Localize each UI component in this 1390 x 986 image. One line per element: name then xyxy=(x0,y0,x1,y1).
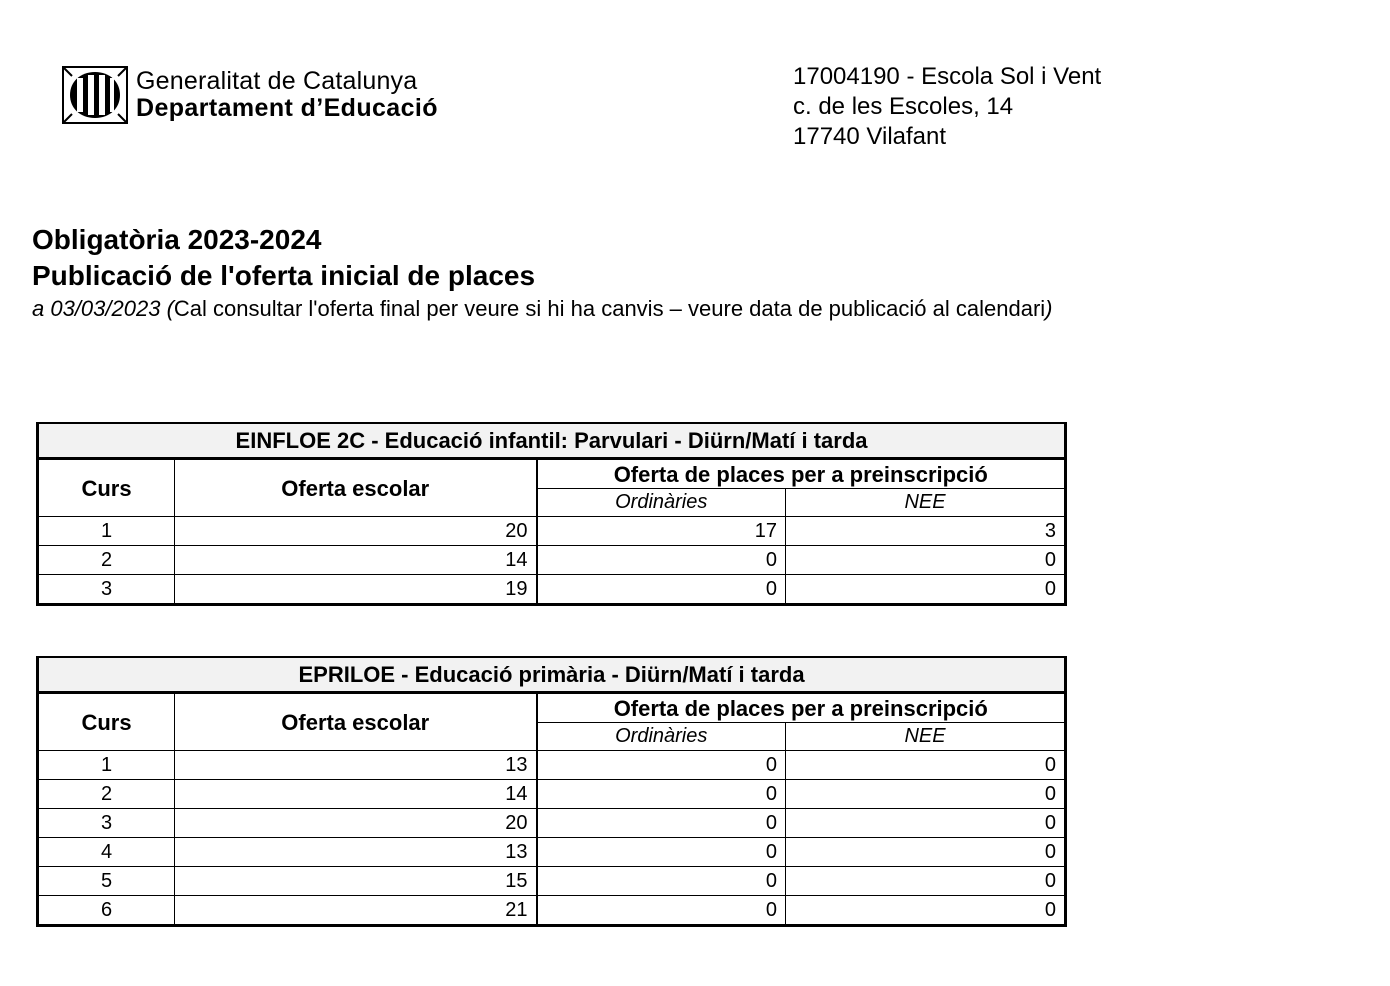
cell-curs: 6 xyxy=(38,896,175,926)
publication-note-text: Cal consultar l'oferta final per veure si hi ha canvis – veure data de publicació al calendari xyxy=(173,296,1046,321)
col-header-preinscripcio: Oferta de places per a preinscripció xyxy=(537,693,1066,723)
generalitat-emblem-icon xyxy=(62,66,128,124)
publication-note-close: ) xyxy=(1045,296,1053,321)
col-header-curs: Curs xyxy=(38,459,175,517)
table-row xyxy=(38,517,1066,546)
cell-curs: 1 xyxy=(38,751,175,780)
cell-oferta: 13 xyxy=(175,838,537,867)
cell-oferta: 20 xyxy=(175,517,537,546)
page-subtitle: Publicació de l'oferta inicial de places xyxy=(32,260,536,291)
cell-oferta: 19 xyxy=(175,575,537,605)
school-street: c. de les Escoles, 14 xyxy=(793,93,1014,120)
table-row xyxy=(38,780,1066,809)
table-title: EINFLOE 2C - Educació infantil: Parvulari - Diürn/Matí i tarda xyxy=(38,423,1066,459)
table-row xyxy=(38,809,1066,838)
cell-oferta: 20 xyxy=(175,809,537,838)
school-city: 17740 Vilafant xyxy=(793,123,947,150)
logo-line-generalitat: Generalitat de Catalunya xyxy=(136,67,418,95)
cell-curs: 4 xyxy=(38,838,175,867)
cell-oferta: 14 xyxy=(175,546,537,575)
col-header-ordinaries: Ordinàries xyxy=(537,723,786,751)
cell-oferta: 21 xyxy=(175,896,537,926)
title-block xyxy=(32,222,1052,324)
col-header-oferta-escolar: Oferta escolar xyxy=(175,459,537,517)
cell-oferta: 15 xyxy=(175,867,537,896)
col-header-preinscripcio: Oferta de places per a preinscripció xyxy=(537,459,1066,489)
header-logo xyxy=(62,66,438,124)
table-row xyxy=(38,575,1066,605)
cell-nee: 0 xyxy=(786,838,1066,867)
cell-ordinaries: 0 xyxy=(537,838,786,867)
cell-ordinaries: 0 xyxy=(537,546,786,575)
cell-nee: 0 xyxy=(786,780,1066,809)
logo-line-departament: Departament d’Educació xyxy=(136,94,438,122)
cell-nee: 0 xyxy=(786,896,1066,926)
cell-curs: 3 xyxy=(38,575,175,605)
cell-curs: 5 xyxy=(38,867,175,896)
col-header-curs: Curs xyxy=(38,693,175,751)
table-row xyxy=(38,546,1066,575)
cell-ordinaries: 17 xyxy=(537,517,786,546)
table-row xyxy=(38,838,1066,867)
cell-curs: 2 xyxy=(38,546,175,575)
page-title: Obligatòria 2023-2024 xyxy=(32,224,322,255)
cell-ordinaries: 0 xyxy=(537,751,786,780)
cell-ordinaries: 0 xyxy=(537,780,786,809)
cell-nee: 0 xyxy=(786,809,1066,838)
col-header-nee: NEE xyxy=(786,489,1066,517)
cell-nee: 0 xyxy=(786,546,1066,575)
table-row xyxy=(38,751,1066,780)
offer-table-infantil xyxy=(36,422,1067,606)
cell-oferta: 13 xyxy=(175,751,537,780)
publication-note xyxy=(32,294,1052,324)
cell-curs: 1 xyxy=(38,517,175,546)
school-code-name: 17004190 - Escola Sol i Vent xyxy=(793,63,1102,90)
cell-ordinaries: 0 xyxy=(537,575,786,605)
table-row xyxy=(38,867,1066,896)
cell-ordinaries: 0 xyxy=(537,896,786,926)
cell-ordinaries: 0 xyxy=(537,867,786,896)
cell-nee: 0 xyxy=(786,751,1066,780)
col-header-nee: NEE xyxy=(786,723,1066,751)
cell-curs: 2 xyxy=(38,780,175,809)
school-address xyxy=(793,62,1101,152)
table-title: EPRILOE - Educació primària - Diürn/Matí i tarda xyxy=(38,657,1066,693)
publication-date: a 03/03/2023 ( xyxy=(32,296,174,321)
col-header-ordinaries: Ordinàries xyxy=(537,489,786,517)
cell-ordinaries: 0 xyxy=(537,809,786,838)
cell-nee: 3 xyxy=(786,517,1066,546)
cell-oferta: 14 xyxy=(175,780,537,809)
cell-nee: 0 xyxy=(786,575,1066,605)
cell-nee: 0 xyxy=(786,867,1066,896)
col-header-oferta-escolar: Oferta escolar xyxy=(175,693,537,751)
cell-curs: 3 xyxy=(38,809,175,838)
table-row xyxy=(38,896,1066,926)
offer-table-primaria xyxy=(36,656,1067,927)
